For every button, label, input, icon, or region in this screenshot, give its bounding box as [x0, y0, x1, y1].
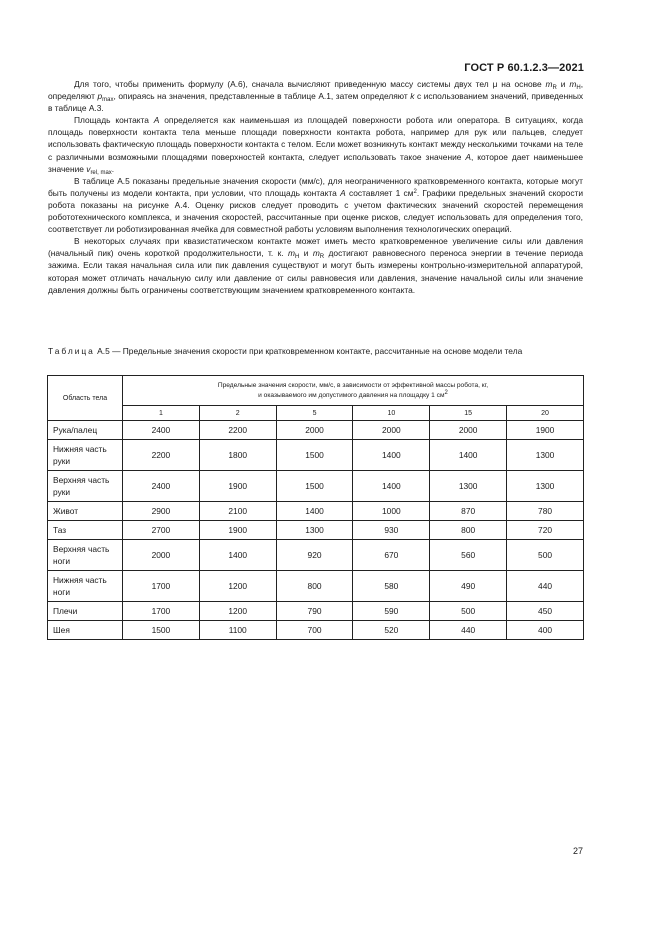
speed-value-cell: 720: [507, 521, 584, 540]
row-label-body-area: Таз: [48, 521, 123, 540]
paragraph-contact-area: Площадь контакта A определяется как наименьшая из площадей поверхности робота или оператора. В ситуациях, когда площадь поверхности контакта тела меньше площади поверхности контакта робота, например для рук или пальцев, следует использовать фактическую площадь поверхности контакта с телом. Если может возникнуть контакт между несколькими точками на теле с различными возможными площадями поверхностей контакта, следует использовать такое значение A, которое дает наименьшее значение $v_{rel, max}$.: [48, 115, 584, 176]
mass-header: 5: [276, 406, 353, 421]
speed-value-cell: 2000: [430, 421, 507, 440]
column-header-body-area: Область тела: [48, 376, 123, 421]
table-row: [48, 540, 584, 571]
speed-value-cell: 1900: [199, 521, 276, 540]
paragraph-formula: Для того, чтобы применить формулу (А.6), сначала вычисляют приведенную массу системы двух тел μ на основе $m_R$ и $m_H$, определяют $p_{max}$, опираясь на значения, представленные в таблице А.1, затем определяют k с использованием значений, приведенных в таблице А.3.: [48, 79, 584, 114]
speed-value-cell: 1500: [276, 471, 353, 502]
speed-value-cell: 920: [276, 540, 353, 571]
speed-value-cell: 1300: [507, 440, 584, 471]
column-header-speed-limits: Предельные значения скорости, мм/с, в зависимости от эффективной массы робота, кг, и оказываемого им допустимого давления на площадку 1 $см^2$: [123, 376, 584, 406]
mass-header-row: [48, 406, 584, 421]
speed-value-cell: 800: [276, 571, 353, 602]
paragraph-quasistatic: В некоторых случаях при квазистатическом контакте может иметь место кратковременное увеличение силы или давления (начальный пик) очень короткой продолжительности, т. к. $m_H$ и $m_R$ достигают равновесного переноса энергии в течение периода зажима. Если такая начальная сила или пик давления существуют и могут быть измерены контрольно-измерительной аппаратурой, которая может отличать начальную силу или давление от силы равновесия или давления, значение начальной силы или значение давления должны быть ограничены соответствующим значением кратковременного контакта.: [48, 236, 584, 295]
speed-value-cell: 1400: [276, 502, 353, 521]
speed-value-cell: 1200: [199, 602, 276, 621]
speed-value-cell: 2900: [123, 502, 200, 521]
row-label-body-area: Шея: [48, 621, 123, 640]
speed-value-cell: 1400: [353, 440, 430, 471]
speed-value-cell: 1300: [276, 521, 353, 540]
table-row: [48, 571, 584, 602]
table-row: [48, 621, 584, 640]
speed-value-cell: 670: [353, 540, 430, 571]
mass-header: 2: [199, 406, 276, 421]
speed-value-cell: 1300: [430, 471, 507, 502]
speed-value-cell: 560: [430, 540, 507, 571]
speed-value-cell: 1900: [507, 421, 584, 440]
speed-value-cell: 2200: [199, 421, 276, 440]
speed-value-cell: 2400: [123, 421, 200, 440]
speed-value-cell: 930: [353, 521, 430, 540]
speed-value-cell: 2700: [123, 521, 200, 540]
speed-value-cell: 1100: [199, 621, 276, 640]
speed-value-cell: 1900: [199, 471, 276, 502]
speed-value-cell: 1400: [353, 471, 430, 502]
table-caption-text: А.5 — Предельные значения скорости при кратковременном контакте, рассчитанные на основе модели тела: [97, 346, 523, 356]
speed-value-cell: 870: [430, 502, 507, 521]
speed-value-cell: 400: [507, 621, 584, 640]
row-label-body-area: Верхняя часть ноги: [48, 540, 123, 571]
row-label-body-area: Верхняя часть руки: [48, 471, 123, 502]
speed-value-cell: 580: [353, 571, 430, 602]
row-label-body-area: Нижняя часть руки: [48, 440, 123, 471]
speed-value-cell: 700: [276, 621, 353, 640]
speed-value-cell: 2400: [123, 471, 200, 502]
table-row: [48, 471, 584, 502]
mass-header: 20: [507, 406, 584, 421]
table-row: [48, 440, 584, 471]
speed-value-cell: 590: [353, 602, 430, 621]
mass-header: 15: [430, 406, 507, 421]
table-row: [48, 521, 584, 540]
speed-value-cell: 2000: [353, 421, 430, 440]
document-code: ГОСТ Р 60.1.2.3—2021: [464, 62, 584, 74]
paragraph-table-intro: В таблице А.5 показаны предельные значения скорости (мм/с), для неограниченного кратковременного контакта, которые могут быть получены из модели контакта, при условии, что площадь контакта A составляет 1 $см^2$. Графики предельных значений скорости робота показаны на рисунке А.4. Оценку рисков следует проводить с учетом фактических значений скоростей перемещения робототехнического комплекса, и значения скоростей, рассчитанные при оценке рисков, следует использовать для определения того, соответствует ли роботизированная ячейка для совместной работы условиям выполнения технологических операций.: [48, 175, 584, 235]
mass-header: 10: [353, 406, 430, 421]
speed-value-cell: 790: [276, 602, 353, 621]
table-caption-label: Таблица: [48, 346, 95, 356]
table-row: [48, 602, 584, 621]
speed-value-cell: 2000: [123, 540, 200, 571]
speed-value-cell: 1000: [353, 502, 430, 521]
page-number: 27: [572, 846, 583, 856]
speed-value-cell: 1500: [123, 621, 200, 640]
body-text: [48, 78, 583, 296]
row-label-body-area: Нижняя часть ноги: [48, 571, 123, 602]
speed-value-cell: 1500: [276, 440, 353, 471]
speed-value-cell: 450: [507, 602, 584, 621]
table-row: [48, 502, 584, 521]
speed-value-cell: 520: [353, 621, 430, 640]
speed-value-cell: 500: [430, 602, 507, 621]
speed-limits-table: [47, 375, 584, 640]
table-caption: [48, 345, 583, 357]
row-label-body-area: Рука/палец: [48, 421, 123, 440]
speed-value-cell: 780: [507, 502, 584, 521]
speed-value-cell: 1800: [199, 440, 276, 471]
speed-value-cell: 2100: [199, 502, 276, 521]
speed-value-cell: 1700: [123, 602, 200, 621]
speed-value-cell: 440: [430, 621, 507, 640]
row-label-body-area: Плечи: [48, 602, 123, 621]
speed-value-cell: 1700: [123, 571, 200, 602]
table-row: [48, 421, 584, 440]
speed-value-cell: 800: [430, 521, 507, 540]
speed-value-cell: 1400: [430, 440, 507, 471]
speed-value-cell: 2200: [123, 440, 200, 471]
speed-value-cell: 490: [430, 571, 507, 602]
speed-value-cell: 1200: [199, 571, 276, 602]
speed-value-cell: 1300: [507, 471, 584, 502]
speed-value-cell: 2000: [276, 421, 353, 440]
speed-value-cell: 500: [507, 540, 584, 571]
speed-value-cell: 1400: [199, 540, 276, 571]
mass-header: 1: [123, 406, 200, 421]
row-label-body-area: Живот: [48, 502, 123, 521]
speed-value-cell: 440: [507, 571, 584, 602]
